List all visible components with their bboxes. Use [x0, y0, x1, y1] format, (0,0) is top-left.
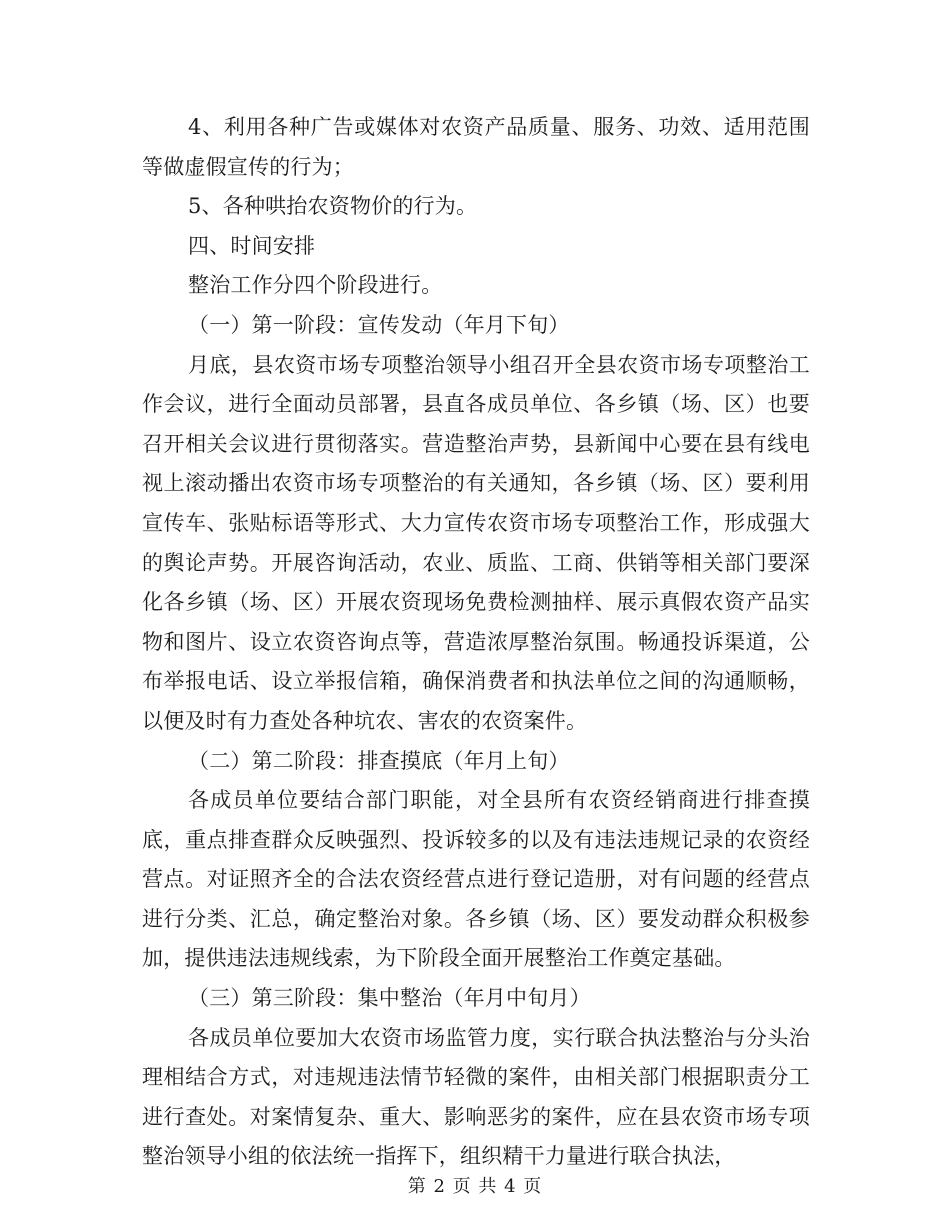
paragraph-intro: 整治工作分四个阶段进行。: [188, 273, 443, 298]
paragraph-item-4: 4、利用各种广告或媒体对农资产品质量、服务、功效、适用范围等做虚假宣传的行为；: [142, 115, 810, 179]
stage-heading-2: （二）第二阶段：排查摸底（年月上旬）: [188, 748, 570, 773]
stage-heading-1: （一）第一阶段：宣传发动（年月下旬）: [188, 312, 570, 337]
stage-3-body: 各成员单位要加大农资市场监管力度，实行联合执法整治与分头治理相结合方式，对违规违法情节轻微的案件，由相关部门根据职责分工进行查处。对案情复杂、重大、影响恶劣的案件，应在县农资市场专项整治领导小组的依法统一指挥下，组织精干力量进行联合执法，: [142, 1025, 810, 1169]
section-heading-schedule: 四、时间安排: [188, 233, 316, 258]
page-number-footer: 第 2 页 共 4 页: [407, 1176, 543, 1197]
stage-heading-3: （三）第三阶段：集中整治（年月中旬月）: [188, 986, 591, 1011]
paragraph-item-5: 5、各种哄抬农资物价的行为。: [188, 194, 478, 219]
document-body: [142, 108, 810, 1177]
stage-1-body: 月底，县农资市场专项整治领导小组召开全县农资市场专项整治工作会议，进行全面动员部署，县直各成员单位、各乡镇（场、区）也要召开相关会议进行贯彻落实。营造整治声势，县新闻中心要在县有线电视上滚动播出农资市场专项整治的有关通知，各乡镇（场、区）要利用宣传车、张贴标语等形式、大力宣传农资市场专项整治工作，形成强大的舆论声势。开展咨询活动，农业、质监、工商、供销等相关部门要深化各乡镇（场、区）开展农资现场免费检测抽样、展示真假农资产品实物和图片、设立农资咨询点等，营造浓厚整治氛围。畅通投诉渠道，公布举报电话、设立举报信箱，确保消费者和执法单位之间的沟通顺畅，以便及时有力查处各种坑农、害农的农资案件。: [142, 352, 810, 733]
stage-2-body: 各成员单位要结合部门职能，对全县所有农资经销商进行排查摸底，重点排查群众反映强烈、投诉较多的以及有违法违规记录的农资经营点。对证照齐全的合法农资经营点进行登记造册，对有问题的经营点进行分类、汇总，确定整治对象。各乡镇（场、区）要发动群众积极参加，提供违法违规线索，为下阶段全面开展整治工作奠定基础。: [142, 788, 810, 971]
